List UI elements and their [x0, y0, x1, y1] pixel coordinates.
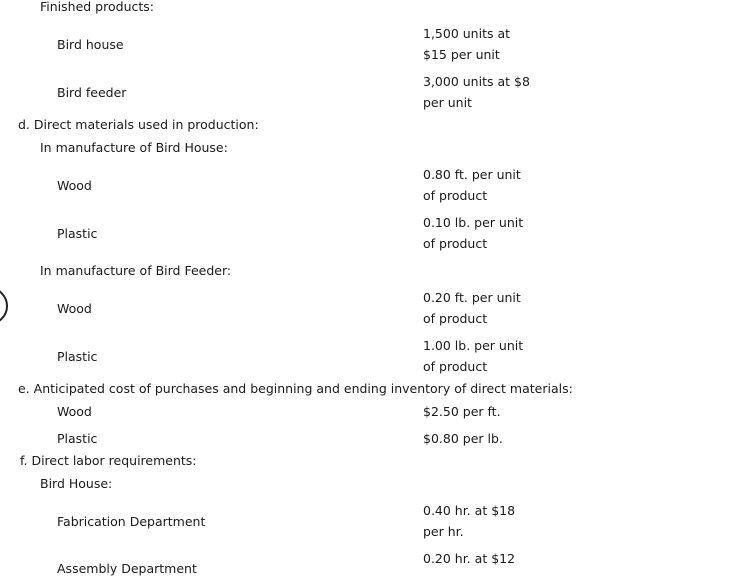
wood-cost-label: Wood — [57, 404, 92, 419]
bird-house-plastic-value: 0.10 lb. per unit of product — [423, 215, 524, 251]
assembly-department-label: Assembly Department — [57, 561, 197, 576]
bird-house-label: Bird house — [57, 37, 124, 52]
bird-feeder-materials-heading: In manufacture of Bird Feeder: — [40, 263, 232, 278]
bird-feeder-quantity: 3,000 units at $8 per unit — [423, 74, 530, 110]
bird-house-materials-heading: In manufacture of Bird House: — [40, 140, 228, 155]
bird-feeder-plastic-value: 1.00 lb. per unit of product — [423, 338, 524, 374]
bird-feeder-wood-value: 0.20 ft. per unit of product — [423, 290, 521, 326]
bird-feeder-plastic-label: Plastic — [57, 349, 98, 364]
wood-cost-value: $2.50 per ft. — [423, 404, 501, 419]
labor-bird-house-heading: Bird House: — [40, 476, 113, 491]
bird-house-quantity: 1,500 units at $15 per unit — [423, 26, 511, 62]
fabrication-department-value: 0.40 hr. at $18 per hr. — [423, 503, 516, 539]
bird-feeder-label: Bird feeder — [57, 85, 127, 100]
plastic-cost-label: Plastic — [57, 431, 98, 446]
bird-house-plastic-label: Plastic — [57, 226, 98, 241]
fabrication-department-label: Fabrication Department — [57, 514, 206, 529]
bird-house-wood-value: 0.80 ft. per unit of product — [423, 167, 521, 203]
finished-products-heading: Finished products: — [40, 0, 154, 14]
bird-feeder-wood-label: Wood — [57, 301, 92, 316]
scroll-circle-icon — [0, 287, 8, 325]
plastic-cost-value: $0.80 per lb. — [423, 431, 503, 446]
section-f-heading: f. Direct labor requirements: — [20, 453, 197, 468]
section-d-heading: d. Direct materials used in production: — [18, 117, 259, 132]
bird-house-wood-label: Wood — [57, 178, 92, 193]
assembly-department-value: 0.20 hr. at $12 — [423, 551, 516, 566]
section-e-heading: e. Anticipated cost of purchases and beginning and ending inventory of direct materials: — [18, 381, 573, 396]
